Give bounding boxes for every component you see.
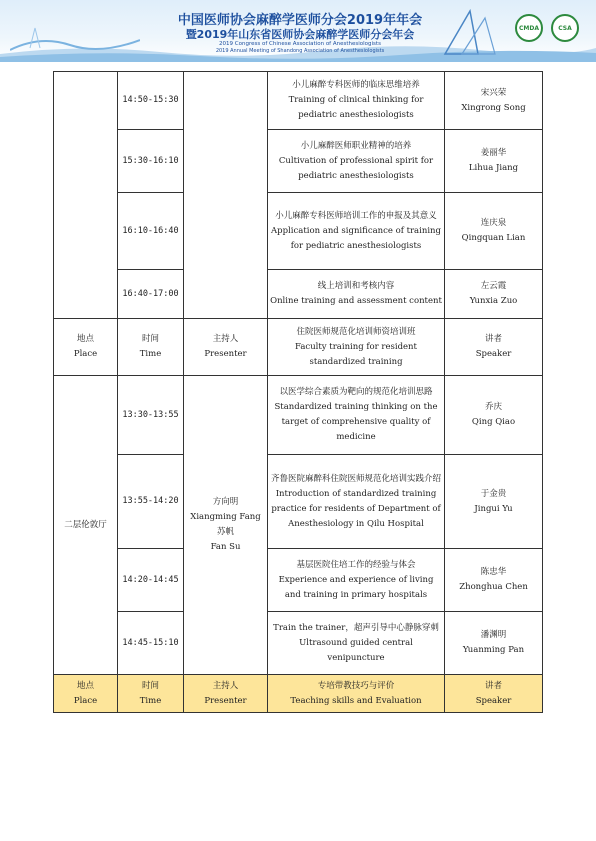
table-row [54,376,543,455]
presenter-cell: 方向明 Xiangming Fang 苏帆 Fan Su [184,376,268,675]
time-cell: 14:20-14:45 [118,549,184,612]
table-row [54,193,543,270]
topic-cell: 小儿麻醉医师职业精神的培养 Cultivation of professional spirit for pediatric anesthesiologists [268,130,445,193]
schedule-table [53,71,543,713]
speaker-cell: 宋兴荣 Xingrong Song [445,72,543,130]
place-cell: 二层伦敦厅 [54,376,118,675]
table-row [54,130,543,193]
place-cell [54,72,118,319]
topic-cell: Train the trainer，超声引导中心静脉穿刺 Ultrasound guided central venipuncture [268,612,445,675]
time-cell: 13:30-13:55 [118,376,184,455]
time-header: 时间 Time [118,675,184,713]
speaker-cell: 连庆泉 Qingquan Lian [445,193,543,270]
banner-subtitle-cn: 暨2019年山东省医师协会麻醉学医师分会年会 [185,28,415,41]
section-header-row [54,319,543,376]
table-row [54,270,543,319]
time-cell: 14:50-15:30 [118,72,184,130]
waterfront-icon [10,10,140,58]
topic-cell: 齐鲁医院麻醉科住院医师规范化培训实践介绍 Introduction of standardized training practice for residents of Department of Anesthesiology in Qilu Hospital [268,455,445,549]
session-title-cell: 专培带教技巧与评价 Teaching skills and Evaluation [268,675,445,713]
banner-title-cn: 中国医师协会麻醉学医师分会2019年年会 [177,13,423,28]
banner-subtitle-en: 2019 Annual Meeting of Shandong Association of Anesthesiologists [215,48,385,54]
speaker-cell: 左云霞 Yunxia Zuo [445,270,543,319]
speaker-cell: 于金贵 Jingui Yu [445,455,543,549]
topic-cell: 线上培训和考核内容 Online training and assessment content [268,270,445,319]
section-header-row [54,675,543,713]
presenter-header: 主持人 Presenter [184,675,268,713]
table-row [54,455,543,549]
topic-cell: 基层医院住培工作的经验与体会 Experience and experience of living and training in primary hospitals [268,549,445,612]
speaker-header: 讲者 Speaker [445,319,543,376]
topic-cell: 小儿麻醉专科医师培训工作的申报及其意义 Application and significance of training for pediatric anesthesiologists [268,193,445,270]
speaker-cell: 潘渊明 Yuanming Pan [445,612,543,675]
topic-cell: 小儿麻醉专科医师的临床思维培养 Training of clinical thinking for pediatric anesthesiologists [268,72,445,130]
speaker-cell: 姜丽华 Lihua Jiang [445,130,543,193]
time-cell: 14:45-15:10 [118,612,184,675]
speaker-cell: 陈忠华 Zhonghua Chen [445,549,543,612]
table-row [54,612,543,675]
place-header: 地点 Place [54,319,118,376]
time-header: 时间 Time [118,319,184,376]
skyline-icon [440,6,510,56]
table-row [54,549,543,612]
presenter-header: 主持人 Presenter [184,319,268,376]
conference-banner [0,0,596,62]
table-row [54,72,543,130]
presenter-cell [184,72,268,319]
speaker-header: 讲者 Speaker [445,675,543,713]
time-cell: 15:30-16:10 [118,130,184,193]
time-cell: 16:10-16:40 [118,193,184,270]
time-cell: 16:40-17:00 [118,270,184,319]
place-header: 地点 Place [54,675,118,713]
session-title-cell: 住院医师规范化培训师资培训班 Faculty training for resident standardized training [268,319,445,376]
cmda-logo: CMDA [515,14,543,42]
speaker-cell: 乔庆 Qing Qiao [445,376,543,455]
topic-cell: 以医学综合素质为靶向的规范化培训思路 Standardized training thinking on the target of comprehensive quality of medicine [268,376,445,455]
csa-logo: CSA [551,14,579,42]
time-cell: 13:55-14:20 [118,455,184,549]
banner-title-en: 2019 Congress of Chinese Association of Anesthesiologists [219,41,381,47]
